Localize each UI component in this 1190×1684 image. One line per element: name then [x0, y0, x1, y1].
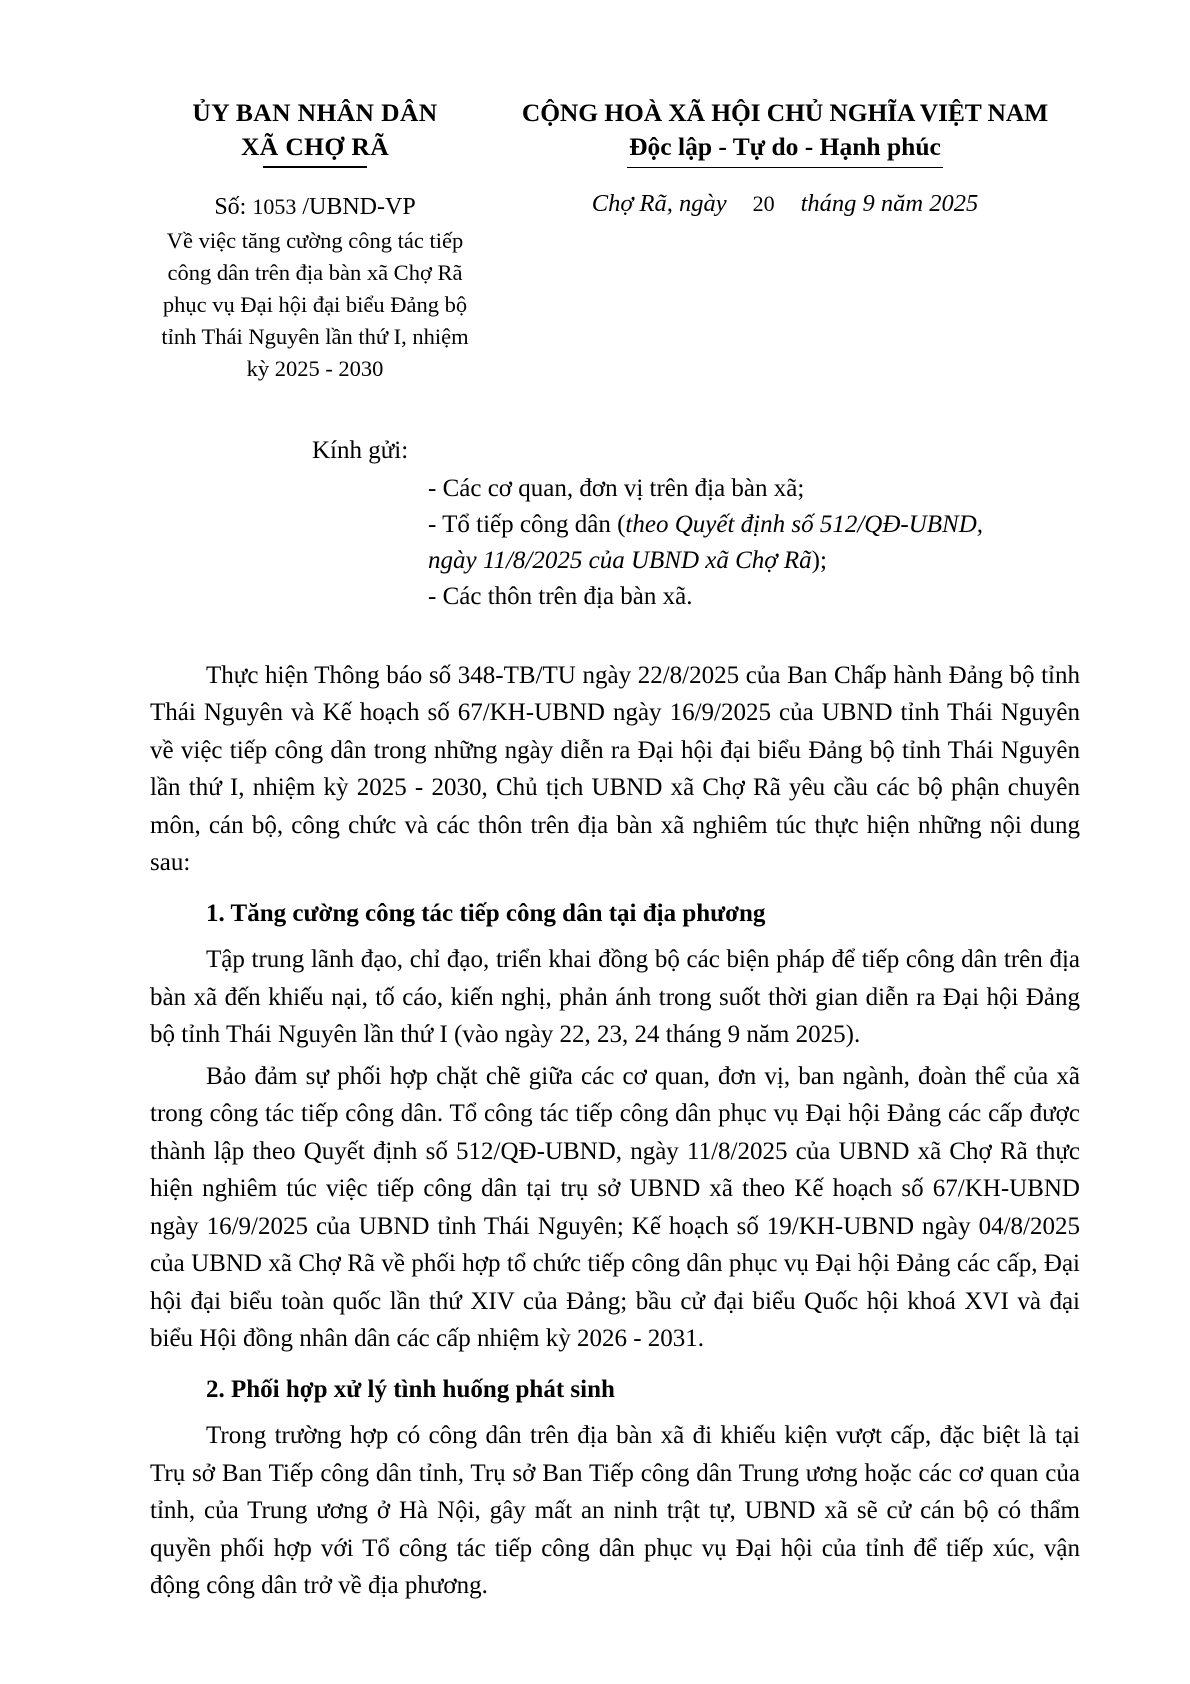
document-number-label: Số:	[214, 194, 247, 221]
place-prefix: Chợ Rã, ngày	[591, 190, 727, 218]
recipient-reference: theo Quyết định số 512/QĐ-UBND,	[625, 510, 983, 538]
section-2-heading: 2. Phối hợp xử lý tình huống phát sinh	[206, 1375, 615, 1403]
recipient-item	[428, 579, 1080, 615]
nation-name: CỘNG HOÀ XÃ HỘI CHỦ NGHĨA VIỆT NAM	[521, 98, 1049, 127]
document-number-value: 1053	[252, 194, 297, 220]
org-name-line1: ỦY BAN NHÂN DÂN	[192, 98, 438, 127]
date-month-year: tháng 9 năm 2025	[800, 190, 979, 218]
date-day: 20	[752, 191, 775, 217]
org-name-line2: XÃ CHỢ RÃ	[240, 131, 390, 161]
recipient-item	[428, 471, 1080, 507]
section-1-heading: 1. Tăng cường công tác tiếp công dân tại địa phương	[206, 899, 766, 927]
document-meta	[0, 190, 1190, 385]
recipients-label: Kính gửi:	[312, 437, 409, 465]
nation-motto-underline	[627, 167, 943, 169]
place-date	[490, 190, 1080, 218]
recipient-text: - Các thôn trên địa bàn xã.	[428, 582, 693, 610]
document-body	[0, 657, 1190, 1605]
recipient-text: - Tổ tiếp công dân (	[428, 510, 626, 538]
recipient-reference: ngày 11/8/2025 của UBND xã Chợ Rã	[428, 546, 812, 574]
recipients-list	[150, 471, 1080, 615]
document-header	[0, 0, 1190, 168]
document-number-suffix: /UBND-VP	[302, 194, 416, 221]
recipients-block	[0, 433, 1190, 615]
section-1-paragraph-2: Bảo đảm sự phối hợp chặt chẽ giữa các cơ quan, đơn vị, ban ngành, đoàn thể của xã trong công tác tiếp công dân. Tổ công tác tiếp công dân phục vụ Đại hội Đảng các cấp được thành lập theo Quyết định số 512/QĐ-UBND, ngày 11/8/2025 của UBND xã Chợ Rã thực hiện nghiêm túc việc tiếp công dân tại trụ sở UBND xã theo Kế hoạch số 67/KH-UBND ngày 16/9/2025 của UBND tỉnh Thái Nguyên; Kế hoạch số 19/KH-UBND ngày 04/8/2025 của UBND xã Chợ Rã về phối hợp tổ chức tiếp công dân phục vụ Đại hội Đảng các cấp, Đại hội đại biểu toàn quốc lần thứ XIV của Đảng; bầu cử đại biểu Quốc hội khoá XVI và đại biểu Hội đồng nhân dân các cấp nhiệm kỳ 2026 - 2031.	[150, 1062, 1080, 1353]
org-name-underline	[263, 166, 367, 168]
document-number	[150, 190, 480, 224]
recipient-item	[428, 507, 1080, 543]
intro-paragraph: Thực hiện Thông báo số 348-TB/TU ngày 22/8/2025 của Ban Chấp hành Đảng bộ tỉnh Thái Nguyên và Kế hoạch số 67/KH-UBND ngày 16/9/2025 của UBND tỉnh Thái Nguyên về việc tiếp công dân trong những ngày diễn ra Đại hội đại biểu Đảng bộ tỉnh Thái Nguyên lần thứ I, nhiệm kỳ 2025 - 2030, Chủ tịch UBND xã Chợ Rã yêu cầu các bộ phận chuyên môn, cán bộ, công chức và các thôn trên địa bàn xã nghiêm túc thực hiện những nội dung sau:	[150, 661, 1080, 877]
recipient-text: );	[811, 546, 827, 574]
document-number-block	[150, 190, 480, 385]
recipient-item	[428, 543, 1080, 579]
section-1-paragraph-1: Tập trung lãnh đạo, chỉ đạo, triển khai đồng bộ các biện pháp để tiếp công dân trên địa bàn xã đến khiếu nại, tố cáo, kiến nghị, phản ánh trong suốt thời gian diễn ra Đại hội Đảng bộ tỉnh Thái Nguyên lần thứ I (vào ngày 22, 23, 24 tháng 9 năm 2025).	[150, 946, 1080, 1049]
issuing-organization	[150, 96, 480, 168]
section-2-paragraph-1: Trong trường hợp có công dân trên địa bàn xã đi khiếu kiện vượt cấp, đặc biệt là tại Trụ sở Ban Tiếp công dân tỉnh, Trụ sở Ban Tiếp công dân Trung ương hoặc các cơ quan của tỉnh, của Trung ương ở Hà Nội, gây mất an ninh trật tự, UBND xã sẽ cử cán bộ có thẩm quyền phối hợp với Tổ công tác tiếp công dân phục vụ Đại hội của tỉnh để tiếp xúc, vận động công dân trở về địa phương.	[150, 1422, 1080, 1600]
national-heading	[480, 96, 1080, 168]
place-date-block	[480, 190, 1080, 385]
nation-motto: Độc lập - Tự do - Hạnh phúc	[629, 131, 941, 161]
document-subject: Về việc tăng cường công tác tiếp công dân trên địa bàn xã Chợ Rã phục vụ Đại hội đại biểu Đảng bộ tỉnh Thái Nguyên lần thứ I, nhiệm kỳ 2025 - 2030	[161, 228, 469, 382]
recipient-text: - Các cơ quan, đơn vị trên địa bàn xã;	[428, 474, 805, 502]
